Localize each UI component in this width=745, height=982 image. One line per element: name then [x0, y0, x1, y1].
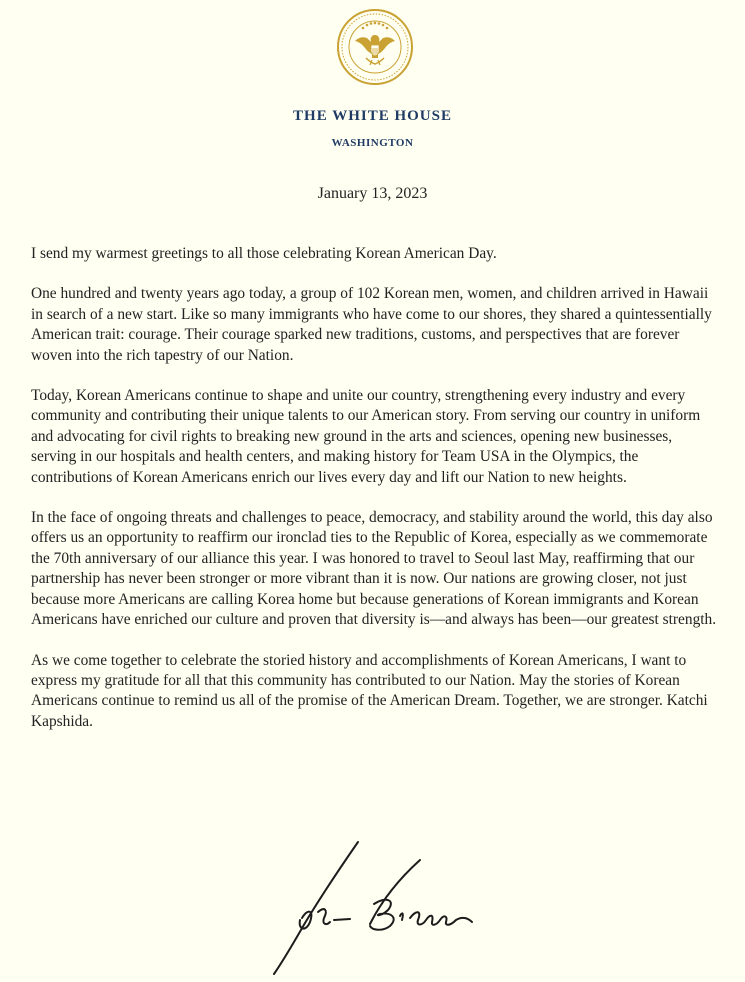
- paragraph: One hundred and twenty years ago today, a group of 102 Korean men, women, and children arrived in Hawaii in search of a new start. Like so many immigrants who have come to our shores, they shared a quintessentially American trait: courage. Their courage sparked new traditions, customs, and perspectives that are forever woven into the rich tapestry of our Nation.: [31, 285, 712, 364]
- letter-body: [31, 244, 721, 752]
- presidential-seal-icon: [336, 8, 414, 86]
- paragraph: Today, Korean Americans continue to shape and unite our country, strengthening every industry and every community and contributing their unique talents to our American story. From serving our country in uniform and advocating for civil rights to breaking new ground in the arts and sciences, opening new businesses, serving in our hospitals and health centers, and making history for Team USA in the Olympics, the contributions of Korean Americans enrich our lives every day and lift our Nation to new heights.: [31, 387, 701, 486]
- letterhead-title: THE WHITE HOUSE: [293, 108, 452, 124]
- paragraph: I send my warmest greetings to all those celebrating Korean American Day.: [31, 245, 497, 262]
- letterhead-subtitle: WASHINGTON: [331, 137, 414, 149]
- handwritten-signature-icon: [270, 838, 485, 978]
- letter-date: January 13, 2023: [317, 185, 428, 202]
- paragraph: As we come together to celebrate the storied history and accomplishments of Korean Americans, I want to express my gratitude for all that this community has contributed to our Nation. May the stories of Korean Americans continue to remind us all of the promise of the American Dream. Together, we are stronger. Katchi Kapshida.: [31, 651, 708, 730]
- paragraph: In the face of ongoing threats and challenges to peace, democracy, and stability around the world, this day also offers us an opportunity to reaffirm our ironclad ties to the Republic of Korea, especially as we commemorate the 70th anniversary of our alliance this year. I was honored to travel to Seoul last May, reaffirming that our partnership has never been stronger or more vibrant than it is now. Our nations are growing closer, not just because more Americans are calling Korea home but because generations of Korean immigrants and Korean Americans have enriched our culture and proven that diversity is—and always has been—our greatest strength.: [31, 509, 717, 629]
